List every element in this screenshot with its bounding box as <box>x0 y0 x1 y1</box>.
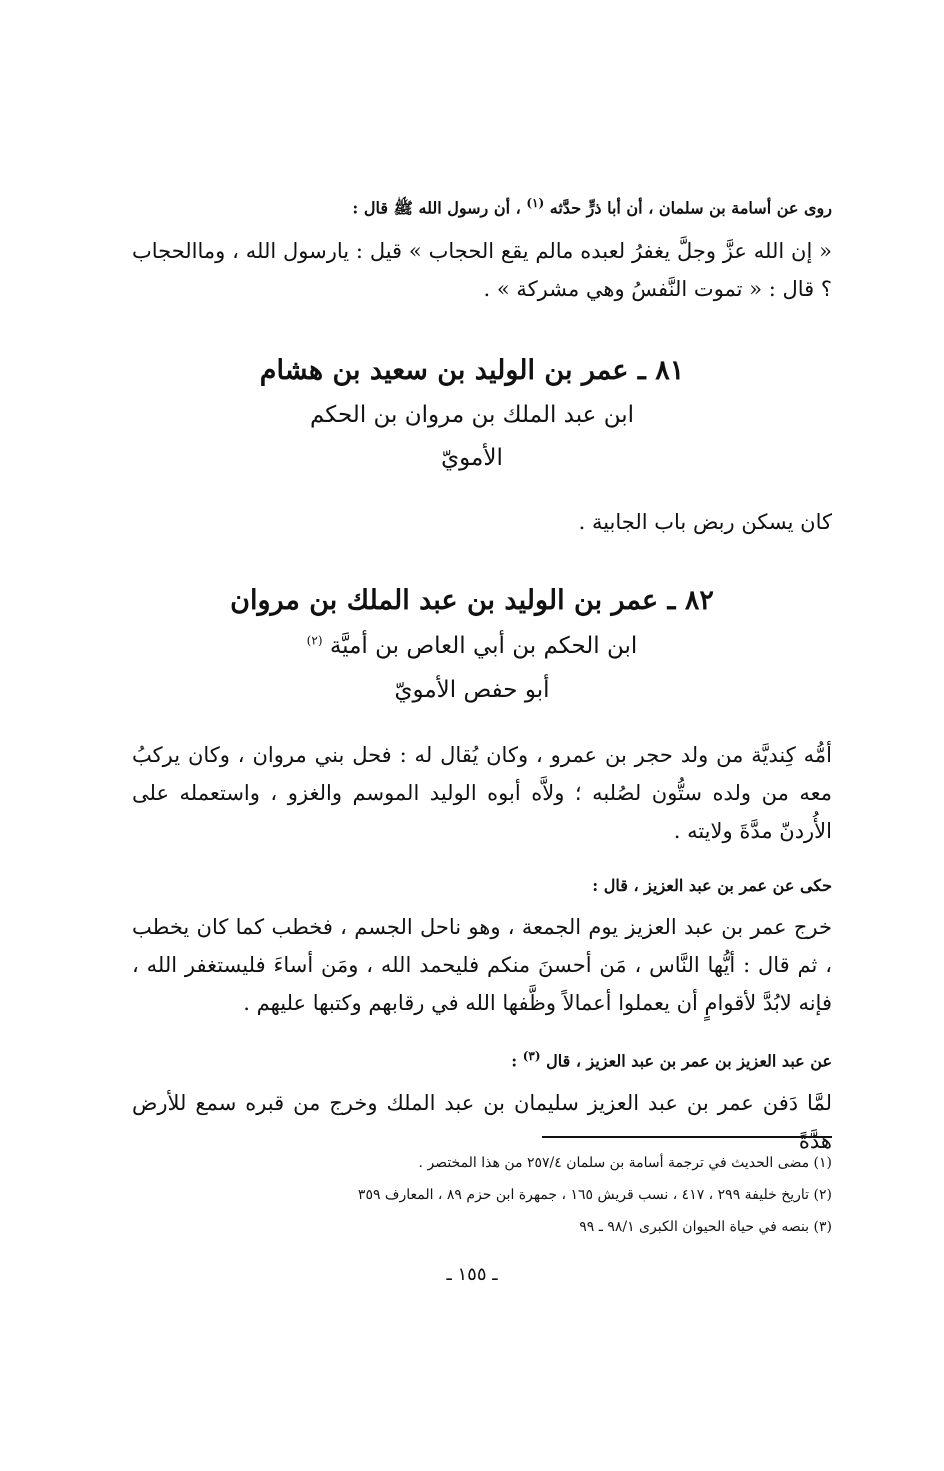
entry-81-title: ٨١ ـ عمر بن الوليد بن سعيد بن هشام <box>259 355 685 386</box>
footnote-ref-2: (٢) <box>306 633 323 648</box>
entry-82-narration-3 <box>132 1049 832 1070</box>
entry-82-lineage <box>0 633 944 659</box>
narration-text: روى عن أسامة بن سلمان ، أن أبا ذرٍّ حدَّثه <box>549 198 832 218</box>
footnote-ref-3: (٣) <box>522 1049 541 1063</box>
intro-narration <box>132 196 832 221</box>
entry-81-nisba: الأمويّ <box>441 445 503 471</box>
narration-tail: : <box>511 1051 518 1071</box>
intro-hadith: « إن الله عزَّ وجلَّ يغفرُ لعبده مالم يقع الحجاب » قيل : يارسول الله ، وماالحجاب ؟ قال : « تموت النَّفسُ وهي مشركة » . <box>132 239 832 301</box>
entry-81-lineage: ابن عبد الملك بن مروان بن الحكم <box>309 402 635 428</box>
entry-82-kunya: أبو حفص الأمويّ <box>394 677 550 703</box>
entry-82-paragraph-3: لمَّا دَفن عمر بن عبد العزيز سليمان بن عبد الملك وخرج من قبره سمع للأرض هدَّةً <box>132 1091 832 1153</box>
narration-tail: ، أن رسول الله ﷺ قال : <box>352 198 521 218</box>
narration-text: عن عبد العزيز بن عمر بن عبد العزيز ، قال <box>546 1051 832 1071</box>
entry-82-narration-2: حكى عن عمر بن عبد العزيز ، قال : <box>592 876 832 895</box>
entry-82-paragraph-1: أمُّه كِنديَّة من ولد حجر بن عمرو ، وكان يُقال له : فحل بني مروان ، وكان يركبُ معه من ولده ستُّون لصُلبه ؛ ولاَّه أبوه الوليد الموسم والغزو ، واستعمله على الأُردنّ مدَّةَ ولايته . <box>132 743 832 843</box>
entry-82-paragraph-2: خرج عمر بن عبد العزيز يوم الجمعة ، وهو ناحل الجسم ، فخطب كما كان يخطب ، ثم قال : أيُّها النَّاس ، مَن أحسنَ منكم فليحمد الله ، ومَن أساءَ فليستغفر الله ، فإنه لابُدَّ لأقوامٍ أن يعملوا أعمالاً وظَّفها الله في رقابهم وكتبها عليهم . <box>132 915 832 1015</box>
entry-82-title: ٨٢ ـ عمر بن الوليد بن عبد الملك بن مروان <box>230 585 714 616</box>
page-number: ـ ١٥٥ ـ <box>446 1264 498 1285</box>
footnote-1: (١) مضى الحديث في ترجمة أسامة بن سلمان ٢٥٧/٤ من هذا المختصر . <box>418 1155 832 1171</box>
footnote-3: (٣) بنصه في حياة الحيوان الكبرى ٩٨/١ ـ ٩٩ <box>579 1219 832 1235</box>
footnote-ref-1: (١) <box>526 196 545 210</box>
footnote-divider <box>542 1136 832 1138</box>
lineage-text: ابن الحكم بن أبي العاص بن أميَّة <box>329 633 638 659</box>
entry-81-text: كان يسكن ربض باب الجابية . <box>578 510 832 534</box>
footnote-2: (٢) تاريخ خليفة ٢٩٩ ، ٤١٧ ، نسب قريش ١٦٥ ، جمهرة ابن حزم ٨٩ ، المعارف ٣٥٩ <box>357 1187 832 1203</box>
